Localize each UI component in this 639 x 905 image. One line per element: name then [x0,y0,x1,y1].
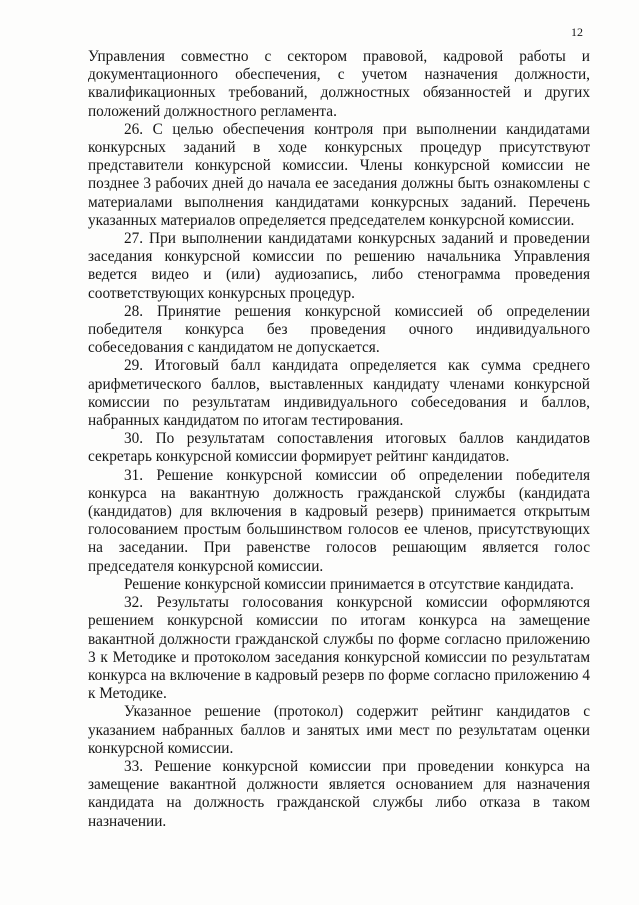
page-number: 12 [571,25,583,39]
paragraph-31-continuation: Решение конкурсной комиссии принимается в отсутствие кандидата. [124,575,574,593]
paragraph-29: 29. Итоговый балл кандидата определяется как сумма среднего арифметического баллов, выставленных кандидату членами конкурсной комиссии по результатам индивидуального собеседования и баллов, набранных кандидатом по итогам тестирования. [88,357,590,430]
paragraph-32: 32. Результаты голосования конкурсной комиссии оформляются решением конкурсной комиссии по итогам конкурса на замещение вакантной должности гражданской службы по форме согласно приложению 3 к Методике и протоколом заседания конкурсной комиссии по результатам конкурса на включение в кадровый резерв по форме согласно приложению 4 к Методике. [88,594,590,703]
paragraph-26: 26. С целью обеспечения контроля при выполнении кандидатами конкурсных заданий в ходе конкурсных процедур присутствуют представители конкурсной комиссии. Члены конкурсной комиссии не позднее 3 рабочих дней до начала ее заседания должны быть ознакомлены с материалами выполнения кандидатами конкурсных заданий. Перечень указанных материалов определяется председателем конкурсной комиссии. [88,120,590,229]
paragraph-30: 30. По результатам сопоставления итоговых баллов кандидатов секретарь конкурсной комиссии формирует рейтинг кандидатов. [88,430,590,466]
paragraph-31: 31. Решение конкурсной комиссии об определении победителя конкурса на вакантную должность гражданской службы (кандидата (кандидатов) для включения в кадровый резерв) принимается открытым голосованием простым большинством голосов ее членов, присутствующих на заседании. При равенстве голосов решающим является голос председателя конкурсной комиссии. [88,466,590,575]
paragraph-continuation: Управления совместно с сектором правовой, кадровой работы и документационного обеспечения, с учетом назначения должности, квалификационных требований, должностных обязанностей и других положений должностного регламента. [88,48,590,120]
paragraph-33: 33. Решение конкурсной комиссии при проведении конкурса на замещение вакантной должности является основанием для назначения кандидата на должность гражданской службы либо отказа в таком назначении. [88,757,590,830]
paragraph-27: 27. При выполнении кандидатами конкурсных заданий и проведении заседания конкурсной комиссии по решению начальника Управления ведется видео и (или) аудиозапись, либо стенограмма проведения соответствующих конкурсных процедур. [88,230,590,302]
paragraph-28: 28. Принятие решения конкурсной комиссией об определении победителя конкурса без проведения очного индивидуального собеседования с кандидатом не допускается. [88,302,590,357]
document-body [88,48,590,831]
paragraph-32-continuation: Указанное решение (протокол) содержит рейтинг кандидатов с указанием набранных баллов и занятых ими мест по результатам оценки конкурсной комиссии. [88,703,590,757]
